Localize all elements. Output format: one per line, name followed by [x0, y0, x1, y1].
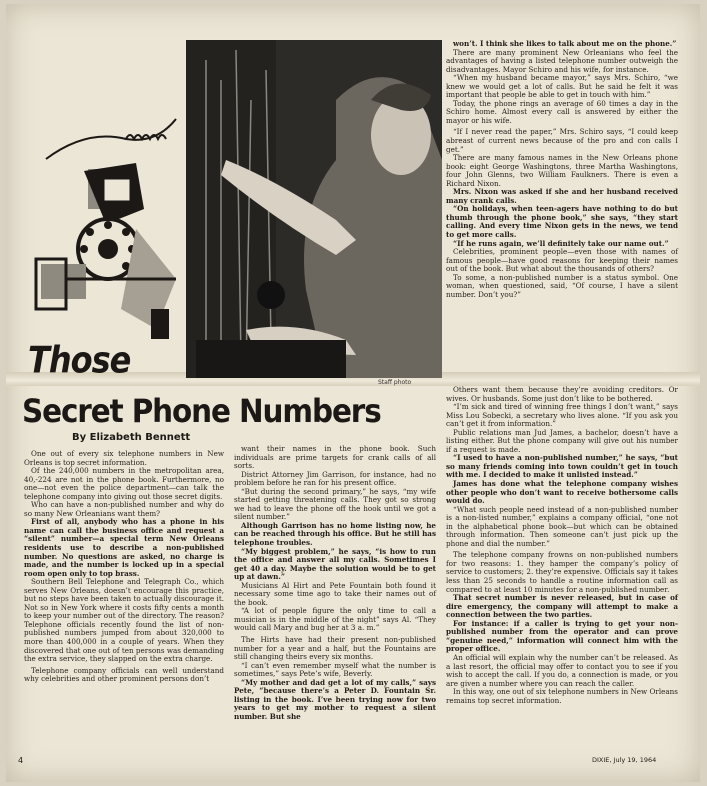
paragraph: “I used to have a non-published number,” he says, “but so many friends coming into town couldn’t get in touch with me. I decided to make it unlisted instead.”: [446, 453, 678, 480]
magazine-page: [6, 4, 700, 782]
paragraph: The telephone company frowns on non-published numbers for two reasons: 1. they hamper the company’s policy of service to customers; 2. they’re expensive. Officials say it takes less than 25 seconds to handle a routine information call as compared to at least 10 minutes for a non-published number.: [446, 550, 678, 594]
page-number: 4: [18, 756, 24, 765]
paragraph: There are many prominent New Orleanians who feel the advantages of having a listed telephone number outweigh the disadvantages. Mayor Schiro and his wife, for instance.: [446, 47, 678, 74]
paragraph: Mrs. Nixon was asked if she and her husband received many crank calls.: [446, 187, 678, 205]
paragraph: won’t. I think she likes to talk about me on the phone.”: [453, 39, 677, 48]
article-column-2: [234, 445, 436, 722]
headline-line-2: Secret Phone Numbers: [22, 392, 381, 430]
operator-photo: [186, 40, 442, 378]
paragraph: “But during the second primary,” he says, “my wife started getting threatening calls. They got so strong we had to leave the phone off the hook until we got a silent number.”: [234, 486, 436, 522]
paragraph: “What such people need instead of a non-published number is a non-listed number,” explains a company official, “one not in the alphabetical phone book—but which can be obtained through information. Then someone can’t just pick up the phone and dial the number.”: [446, 504, 678, 548]
paragraph: Musicians Al Hirt and Pete Fountain both found it necessary some time ago to take their names out of the book.: [234, 580, 436, 607]
paragraph: To some, a non-published number is a status symbol. One woman, when questioned, said, “Of course, I have a silent number. Don’t you?”: [446, 272, 678, 299]
article-column-3-top: [446, 40, 678, 299]
paragraph: “My mother and dad get a lot of my calls,” says Pete, “because there’s a Peter D. Fountain Sr. listing in the book. I’ve been trying now for two years to get my mother to request a silent number. But she: [234, 677, 436, 721]
paragraph: “I can’t even remember myself what the number is sometimes,” says Pete’s wife, Beverly.: [234, 660, 436, 679]
paragraph: “I’m sick and tired of winning free things I don’t want,” says Miss Lou Sobecki, a secretary who lives alone. “If you ask you can’t get it from information.”: [446, 402, 678, 429]
photo-credit: Staff photo: [378, 379, 412, 386]
paragraph: Others want them because they’re avoiding creditors. Or wives. Or husbands. Some just don’t like to be bothered.: [446, 385, 678, 403]
paragraph: For instance: if a caller is trying to get your non-published number from the operator and can prove “genuine need,” information will connect him with the proper office.: [446, 618, 678, 654]
paragraph: “A lot of people figure the only time to call a musician is in the middle of the night” says Al. “They would call Mary and bug her at 3 a. m.”: [234, 606, 436, 633]
paragraph: “If he runs again, we’ll definitely take our name out.”: [453, 238, 669, 248]
paragraph: Although Garrison has no home listing now, he can be reached through his office. But he still has telephone troubles.: [234, 520, 436, 548]
paragraph: Today, the phone rings an average of 60 times a day in the Schiro home. Almost every call is answered by either the mayor or his wife.: [446, 98, 678, 125]
byline: By Elizabeth Bennett: [72, 432, 191, 443]
paragraph: “If I never read the paper,” Mrs. Schiro says, “I could keep abreast of current news because of the pro and con calls I get.”: [446, 127, 678, 154]
paragraph: “On holidays, when teen-agers have nothing to do but thumb through the phone book,” she says, “they start calling. And every time Nixon gets in the news, we tend to get more calls.: [446, 204, 678, 240]
paragraph: Southern Bell Telephone and Telegraph Co., which serves New Orleans, doesn’t encourage this practice, but no steps have been taken to actually discourage it. Not so in New York where it costs fifty cents a month to keep your number out of the directory. The reason? Telephone officials recently found the list of non-published numbers jumped from about 320,000 to more than 400,000 in a couple of years. When they discovered that one out of ten persons was demanding the extra service, they slapped on the extra charge.: [24, 577, 224, 664]
telephone-illustration: [26, 99, 196, 349]
paragraph: The Hirts have had their present non-published number for a year and a half, but the Fountains are still changing theirs every six months.: [234, 635, 436, 662]
paragraph: Who can have a non-published number and why do so many New Orleanians want them?: [24, 500, 224, 518]
paragraph: That secret number is never released, but in case of dire emergency, the company will attempt to make a connection between the two parties.: [446, 593, 678, 620]
paragraph: An official will explain why the number can’t be released. As a last resort, the official may offer to contact you to see if you wish to accept the call. If you do, a connection is made, or you are given a number where you can reach the caller.: [446, 652, 678, 688]
paragraph: In this way, one out of six telephone numbers in New Orleans remains top secret information.: [446, 687, 678, 705]
article-column-3-bottom: [446, 386, 678, 705]
paragraph: “When my husband became mayor,” says Mrs. Schiro, “we knew we would get a lot of calls. But he said he felt it was important that people be able to get in touch with him.”: [446, 73, 678, 100]
paragraph: want their names in the phone book. Such individuals are prime targets for crank calls of all sorts.: [234, 444, 436, 471]
paragraph: “My biggest problem,” he says, “is how to run the office and answer all my calls. Sometimes I get 40 a day. Maybe the solution would be to get up at dawn.”: [234, 546, 436, 582]
paragraph: Public relations man Jud James, a bachelor, doesn’t have a listing either. But the phone company will give out his number if a request is made.: [446, 427, 678, 454]
paragraph: One out of every six telephone numbers in New Orleans is top secret information.: [24, 449, 224, 467]
headline-line-1: Those: [28, 338, 131, 382]
paragraph: James has done what the telephone company wishes other people who don’t want to receive bothersome calls would do.: [446, 479, 678, 506]
article-column-1: [24, 450, 224, 684]
paragraph: Of the 240,000 numbers in the metropolitan area, 40,-224 are not in the phone book. Furthermore, no one—not even the police department—can talk the telephone company into giving out those secret digits.: [24, 466, 224, 501]
paragraph: First of all, anybody who has a phone in his name can call the business office and request a “silent” number—a special term New Orleans residents use to describe a non-published number. No questions are asked, no charge is made, and the number is locked up in a special room open only to top brass.: [24, 517, 224, 578]
paragraph: District Attorney Jim Garrison, for instance, had no problem before he ran for his present office.: [234, 469, 436, 488]
issue-footer: DIXIE, July 19, 1964: [592, 756, 657, 764]
paragraph: Celebrities, prominent people—even those with names of famous people—have good reasons for keeping their names out of the book. But what about the thousands of others?: [446, 247, 678, 274]
paragraph: There are many famous names in the New Orleans phone book: eight George Washingtons, three Martha Washingtons, four John Glenns, two William Faulkners. There is even a Richard Nixon.: [446, 153, 678, 188]
paragraph: Telephone company officials can well understand why celebrities and other prominent persons don’t: [24, 665, 224, 684]
